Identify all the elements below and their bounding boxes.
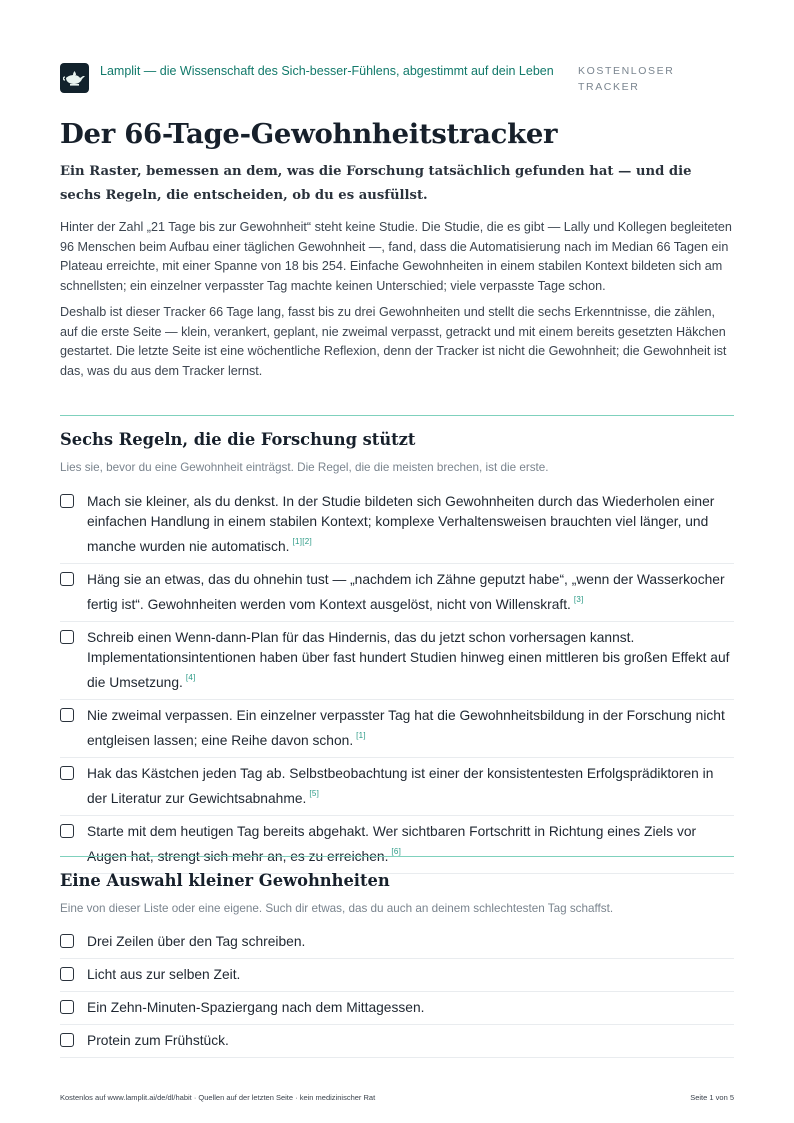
rule-text: Hak das Kästchen jeden Tag ab. Selbstbeobachtung ist einer der konsistentesten Erfolgsprädiktoren in der Literatur zur Gewichtsabnahme. xyxy=(87,766,714,806)
citation-ref[interactable]: [4] xyxy=(185,673,196,682)
habit-checkbox[interactable] xyxy=(60,967,74,981)
footer-note: Kostenlos auf www.lamplit.ai/de/dl/habit · Quellen auf der letzten Seite · kein medizinischer Rat xyxy=(60,1093,376,1102)
habits-heading: Eine Auswahl kleiner Gewohnheiten xyxy=(60,871,390,890)
habits-list xyxy=(60,926,734,1058)
header xyxy=(60,62,734,102)
rules-heading: Sechs Regeln, die die Forschung stützt xyxy=(60,430,416,449)
habit-item xyxy=(60,992,734,1025)
section-divider xyxy=(60,856,734,857)
citation-ref[interactable]: [5] xyxy=(309,789,320,798)
citation-ref[interactable]: [3] xyxy=(573,595,584,604)
rule-checkbox[interactable] xyxy=(60,572,74,586)
intro-text xyxy=(60,218,734,388)
rule-item xyxy=(60,700,734,758)
rule-item xyxy=(60,816,734,874)
habit-text: Licht aus zur selben Zeit. xyxy=(87,967,241,982)
page-number: Seite 1 von 5 xyxy=(690,1093,734,1102)
tag-line-2: TRACKER xyxy=(578,81,640,93)
habit-checkbox[interactable] xyxy=(60,1000,74,1014)
page-title: Der 66-Tage-Gewohnheitstracker xyxy=(60,118,558,150)
rule-checkbox[interactable] xyxy=(60,708,74,722)
rule-checkbox[interactable] xyxy=(60,494,74,508)
citation-ref[interactable]: [6] xyxy=(391,847,402,856)
habit-item xyxy=(60,1025,734,1058)
habit-checkbox[interactable] xyxy=(60,1033,74,1047)
rules-lead: Lies sie, bevor du eine Gewohnheit einträgst. Die Regel, die die meisten brechen, ist die erste. xyxy=(60,461,549,474)
rule-text: Schreib einen Wenn-dann-Plan für das Hindernis, das du jetzt schon vorhersagen kannst. Implementationsintentionen haben über fast hundert Studien hinweg einen mittleren bis großen Effekt auf die Umsetzung. xyxy=(87,630,730,690)
habit-text: Protein zum Frühstück. xyxy=(87,1033,229,1048)
intro-paragraph: Deshalb ist dieser Tracker 66 Tage lang, fasst bis zu drei Gewohnheiten und stellt die sechs Erkenntnisse, die zählen, auf die erste Seite — klein, verankert, geplant, nie zweimal verpasst, getrackt und mit einem bereits gesetzten Häkchen gestartet. Die letzte Seite ist eine wöchentliche Reflexion, denn der Tracker ist nicht die Gewohnheit; die Gewohnheit ist das, was du aus dem Tracker lernst. xyxy=(60,305,727,378)
rule-text: Nie zweimal verpassen. Ein einzelner verpasster Tag hat die Gewohnheitsbildung in der Forschung nicht entgleisen lassen; eine Reihe davon schon. xyxy=(87,708,725,748)
habit-text: Ein Zehn-Minuten-Spaziergang nach dem Mittagessen. xyxy=(87,1000,425,1015)
document-type-label xyxy=(578,63,698,95)
page-subtitle: Ein Raster, bemessen an dem, was die Forschung tatsächlich gefunden hat — und die sechs Regeln, die entscheiden, ob du es ausfüllst. xyxy=(60,164,692,203)
habit-item xyxy=(60,959,734,992)
rule-text: Häng sie an etwas, das du ohnehin tust — „nachdem ich Zähne geputzt habe“, „wenn der Wasserkocher fertig ist“. Gewohnheiten werden vom Kontext ausgelöst, nicht von Willenskraft. xyxy=(87,572,725,612)
tag-line-1: KOSTENLOSER xyxy=(578,65,675,77)
page-footer xyxy=(60,1093,734,1103)
brand-tagline: Lamplit — die Wissenschaft des Sich-besser-Fühlens, abgestimmt auf dein Leben xyxy=(100,64,554,78)
rule-item xyxy=(60,622,734,700)
habits-lead: Eine von dieser Liste oder eine eigene. Such dir etwas, das du auch an deinem schlechtesten Tag schaffst. xyxy=(60,902,614,915)
rule-item xyxy=(60,486,734,564)
habit-text: Drei Zeilen über den Tag schreiben. xyxy=(87,934,306,949)
rule-item xyxy=(60,564,734,622)
habit-item xyxy=(60,926,734,959)
rule-checkbox[interactable] xyxy=(60,766,74,780)
rule-item xyxy=(60,758,734,816)
rules-list xyxy=(60,486,734,874)
rule-checkbox[interactable] xyxy=(60,630,74,644)
citation-ref[interactable]: [1][2] xyxy=(292,537,313,546)
intro-paragraph: Hinter der Zahl „21 Tage bis zur Gewohnheit“ steht keine Studie. Die Studie, die es gibt — Lally und Kollegen begleiteten 96 Menschen beim Aufbau einer täglichen Gewohnheit —, fand, dass die Automatisierung nach im Median 66 Tagen ein Plateau erreichte, mit einer Spanne von 18 bis 254. Einfache Gewohnheiten in einem stabilen Kontext bildeten sich am schnellsten; ein einzelner verpasster Tag machte keinen Unterschied; viele verpasste Tage schon. xyxy=(60,220,732,293)
citation-ref[interactable]: [1] xyxy=(356,731,366,740)
genie-lamp-icon xyxy=(60,63,89,93)
rule-text: Mach sie kleiner, als du denkst. In der Studie bildeten sich Gewohnheiten durch das Wiederholen einer einfachen Handlung in einem stabilen Kontext; komplexe Verhaltensweisen brauchten viel länger, und manche wurden nie automatisch. xyxy=(87,494,715,554)
section-divider xyxy=(60,415,734,416)
rule-text: Starte mit dem heutigen Tag bereits abgehakt. Wer sichtbaren Fortschritt in Richtung eines Ziels vor Augen hat, strengt sich mehr an, es zu erreichen. xyxy=(87,824,697,864)
rule-checkbox[interactable] xyxy=(60,824,74,838)
habit-checkbox[interactable] xyxy=(60,934,74,948)
